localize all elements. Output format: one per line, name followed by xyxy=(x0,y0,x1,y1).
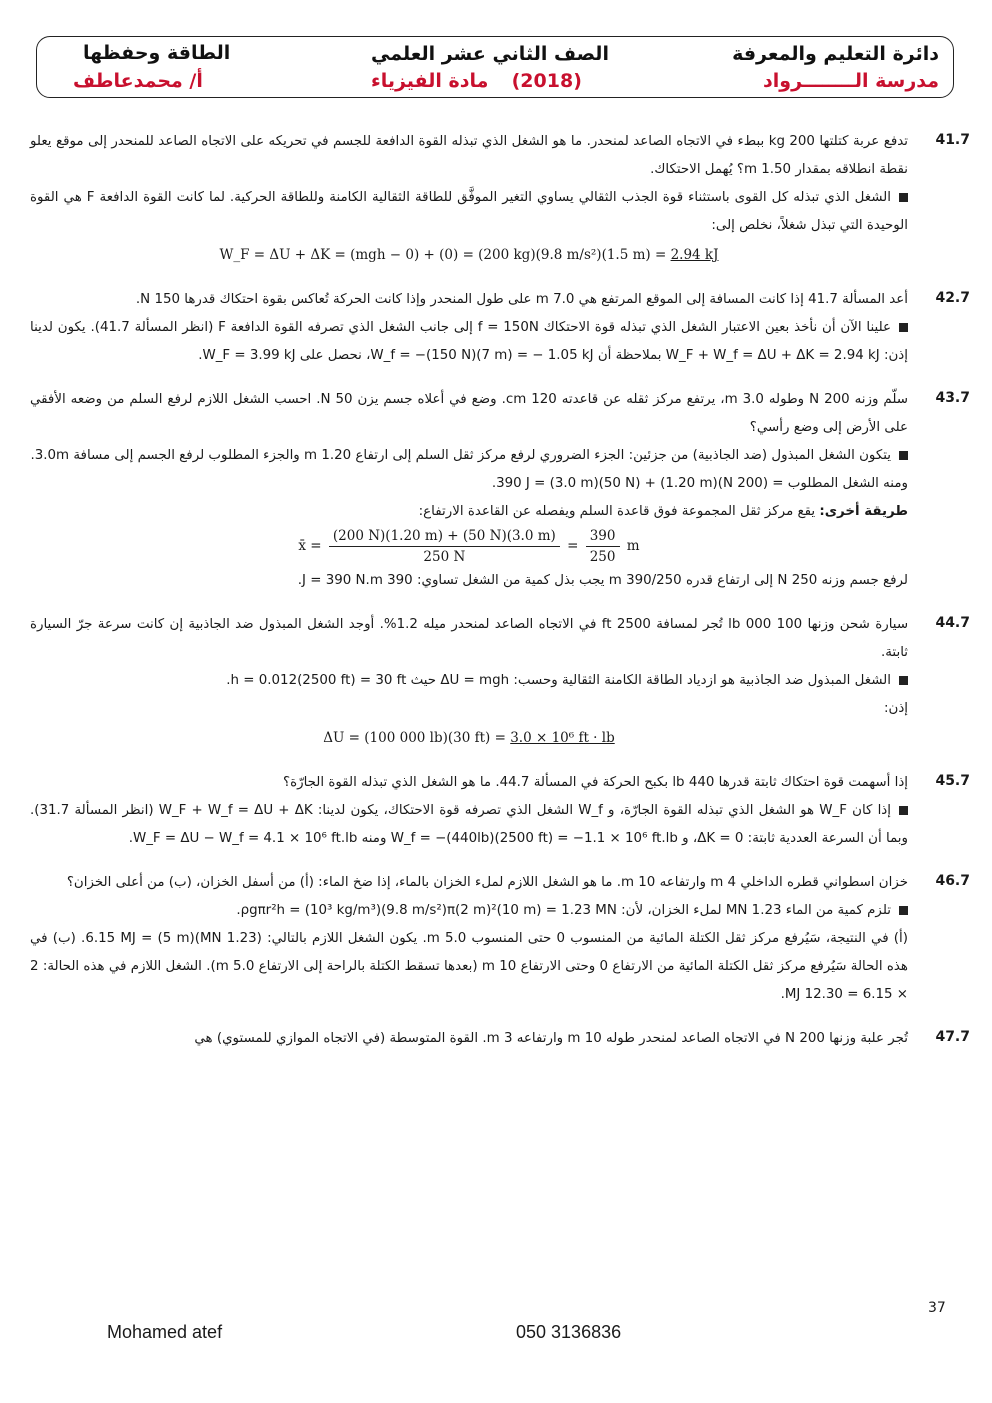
header-grade: الصف الثاني عشر العلمي xyxy=(371,43,609,65)
equation-result: 3.0 × 10⁶ ft · lb xyxy=(510,730,615,746)
problem-46-7 xyxy=(30,869,970,1009)
problem-number: 41.7 xyxy=(935,132,970,148)
solution-then: إذن: xyxy=(883,701,908,716)
bullet-icon xyxy=(899,193,908,202)
solution-conclusion: لرفع جسم وزنه 250 N إلى ارتفاع قدره 390/250 m يجب بذل كمية من الشغل تساوي: 390 J = 390 N.m. xyxy=(297,573,908,588)
solution-text: الشغل الذي تبذله كل القوى باستثناء قوة الجذب الثقالي يساوي التغير الموفَّق للطاقة الثقالية الكامنة وللطاقة الحركية. لما كانت القوة الدافعة F هي القوة الوحيدة التي تبذل شغلاً، نخلص إلى: xyxy=(30,190,908,233)
problem-42-7 xyxy=(30,286,970,370)
page-number: 37 xyxy=(928,1300,946,1316)
problem-question: تدفع عربة كتلتها 200 kg ببطء في الاتجاه الصاعد لمنحدر. ما هو الشغل الذي تبذله القوة الدافعة للجسم في تحريكه على الاتجاه الصاعد للمنحدر إلى موقع يعلو نقطة انطلاقه بمقدار 1.50 m؟ يُهمل الاحتكاك. xyxy=(30,134,908,177)
header-teacher: أ/ محمدعاطف xyxy=(73,70,203,92)
problem-question: إذا أسهمت قوة احتكاك ثابتة قدرها 440 lb بكبح الحركة في المسألة 44.7. ما هو الشغل الذي تبذله القوة الجارّة؟ xyxy=(282,775,908,790)
footer-author: Mohamed atef xyxy=(107,1322,223,1342)
header-subject: مادة الفيزياء xyxy=(371,70,489,92)
page-header xyxy=(36,36,954,98)
bullet-icon xyxy=(899,676,908,685)
header-topic: الطاقة وحفظها xyxy=(83,42,231,64)
header-subject-line xyxy=(371,70,582,92)
equation: ΔU = (100 000 lb)(30 ft) = 3.0 × 10⁶ ft · lb xyxy=(323,730,615,746)
header-year: (2018) xyxy=(511,70,582,92)
equation-result: 2.94 kJ xyxy=(670,247,719,263)
bullet-icon xyxy=(899,323,908,332)
equation: W_F = ΔU + ΔK = (mgh − 0) + (0) = (200 kg)(9.8 m/s²)(1.5 m) = 2.94 kJ xyxy=(219,247,719,263)
footer-phone: 050 3136836 xyxy=(516,1322,622,1342)
problem-number: 43.7 xyxy=(935,390,970,406)
fraction: $\frac{390}{250}$ xyxy=(586,526,620,567)
problem-question: سيارة شحن وزنها 100 000 lb تُجر لمسافة 2500 ft في الاتجاه الصاعد لمنحدر ميله 1.2%. أوجد الشغل المبذول ضد الجاذبية إن كانت سرعة جرّ السيارة ثابتة. xyxy=(30,617,909,660)
header-org: دائرة التعليم والمعرفة xyxy=(732,43,939,65)
solution-text: تلزم كمية من الماء 1.23 MN لملء الخزان، لأن: ρgπr²h = (10³ kg/m³)(9.8 m/s²)π(2 m)²(10 m) = 1.23 MN. xyxy=(30,897,908,925)
centroid-equation: x̄ = $\frac{(200 N)(1.20 m) + (50 N)(3.0 m)}{250 N}$ = $\frac{390}{250}$ m xyxy=(298,528,640,565)
solution-parts: (أ) في النتيجة، سَيُرفع مركز ثقل الكتلة المائية من المنسوب 0 حتى المنسوب 5.0 m. يكون الشغل اللازم بالتالي: (1.23 MN)(5 m) = 6.15 MJ. (ب) في هذه الحالة سَيُرفع مركز ثقل الكتلة المائية من الارتفاع 0 وحتى الارتفاع 10 m (بعدها تسقط الكتلة بالراحة إلى الارتفاع 5.0 m). الشغل اللازم في هذه الحالة: 2 × 6.15 = 12.30 MJ. xyxy=(30,931,908,1002)
problem-question: تُجر علبة وزنها 200 N في الاتجاه الصاعد لمنحدر طوله 10 m وارتفاعه 3 m. القوة المتوسطة (في الاتجاه الموازي للمستوي) هي xyxy=(194,1031,908,1046)
alternative-method: طريقة أخرى: يقع مركز ثقل المجموعة فوق قاعدة السلم ويفصله عن القاعدة الارتفاع: xyxy=(418,504,908,519)
problem-question: سلّم وزنه 200 N وطوله 3.0 m، يرتفع مركز ثقله عن قاعدته 120 cm. وضع في أعلاه جسم يزن 50 N. احسب الشغل اللازم لرفع السلم من وضعه الأفقي على الأرض إلى وضع رأسي؟ xyxy=(30,392,908,435)
problem-number: 44.7 xyxy=(935,615,970,631)
solution-text: إذا كان W_F هو الشغل الذي تبذله القوة الجارّة، و W_f الشغل الذي تصرفه قوة الاحتكاك، يكون لدينا: W_F + W_f = ΔU + ΔK (انظر المسألة 31.7). وبما أن السرعة العددية ثابتة: ΔK = 0، و W_f = −(440lb)(2500 ft) = −1.1 × 10⁶ ft.lb ومنه W_F = ΔU − W_f = 4.1 × 10⁶ ft.lb. xyxy=(30,803,908,846)
problem-number: 46.7 xyxy=(935,873,970,889)
solution-text: الشغل المبذول ضد الجاذبية هو ازدياد الطاقة الكامنة الثقالية وحسب: ΔU = mgh حيث h = 0.012(2500 ft) = 30 ft. xyxy=(30,667,908,695)
fraction: $\frac{(200 N)(1.20 m) + (50 N)(3.0 m)}{250 N}$ xyxy=(329,526,560,567)
problem-number: 47.7 xyxy=(935,1029,970,1045)
solution-text: علينا الآن أن نأخذ بعين الاعتبار الشغل الذي تبذله قوة الاحتكاك f = 150N إلى جانب الشغل الذي تصرفه القوة الدافعة F (انظر المسألة 41.7). يكون لدينا إذن: W_F + W_f = ΔU + ΔK = 2.94 kJ بملاحظة أن W_f = −(150 N)(7 m) = − 1.05 kJ، نحصل على W_F = 3.99 kJ. xyxy=(30,320,908,363)
bullet-icon xyxy=(899,806,908,815)
problem-question: أعد المسألة 41.7 إذا كانت المسافة إلى الموقع المرتفع هي 7.0 m على طول المنحدر وإذا كانت الحركة تُعاكس بقوة احتكاك قدرها 150 N. xyxy=(135,292,908,307)
problem-45-7 xyxy=(30,769,970,853)
problem-44-7 xyxy=(30,611,970,753)
problem-question: خزان اسطواني قطره الداخلي 4 m وارتفاعه 10 m. ما هو الشغل اللازم لملء الخزان بالماء، إذا ضخ الماء: (أ) من أسفل الخزان، (ب) من أعلى الخزان؟ xyxy=(66,875,908,890)
solution-text: يتكون الشغل المبذول (ضد الجاذبية) من جزئين: الجزء الضروري لرفع مركز ثقل السلم إلى ارتفاع 1.20 m والجزء المطلوب لرفع الجسم إلى مسافة 3.0m. xyxy=(30,442,908,470)
problem-47-7 xyxy=(30,1025,970,1053)
header-school: مدرسة الــــــــرواد xyxy=(763,70,939,92)
bullet-icon xyxy=(899,451,908,460)
problem-43-7 xyxy=(30,386,970,595)
problem-41-7 xyxy=(30,128,970,270)
page-content xyxy=(30,128,970,1069)
problem-number: 42.7 xyxy=(935,290,970,306)
solution-result: ومنه الشغل المطلوب = (200 N)(1.20 m) + (50 N)(3.0 m) = 390 J. xyxy=(491,476,908,491)
problem-number: 45.7 xyxy=(935,773,970,789)
bullet-icon xyxy=(899,906,908,915)
